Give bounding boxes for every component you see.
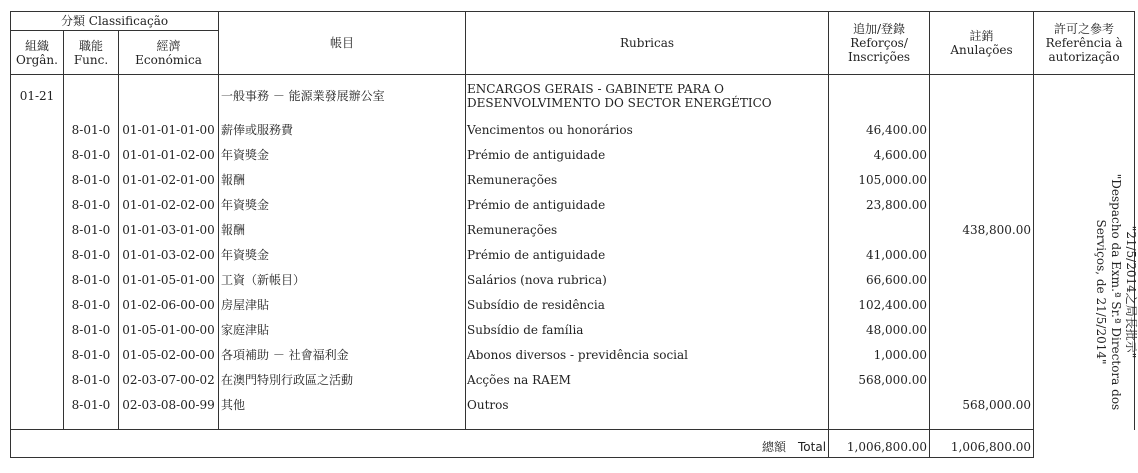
table-row <box>11 342 1135 367</box>
account-cell: 年資獎金 <box>219 142 466 167</box>
econ-header: 經濟 Económica <box>119 31 219 75</box>
func-cell: 8-01-0 <box>64 392 119 417</box>
account-cell: 在澳門特別行政區之活動 <box>219 367 466 392</box>
anulacao-cell: 568,000.00 <box>930 392 1034 417</box>
reforco-cell <box>829 392 930 417</box>
account-cell: 年資獎金 <box>219 242 466 267</box>
anulacao-cell: 438,800.00 <box>930 217 1034 242</box>
account-cell: 薪俸或服務費 <box>219 117 466 142</box>
econ-cell: 01-01-01-01-00 <box>119 117 219 142</box>
anulacao-cell <box>930 192 1034 217</box>
org-cell <box>11 167 64 192</box>
anulacao-cell <box>930 292 1034 317</box>
reforco-cell: 48,000.00 <box>829 317 930 342</box>
econ-cell: 01-01-01-02-00 <box>119 142 219 167</box>
table-row <box>11 167 1135 192</box>
spacer-row <box>11 417 1135 430</box>
econ-cell: 01-02-06-00-00 <box>119 292 219 317</box>
classification-header: 分類 Classificação <box>11 12 219 31</box>
table-row <box>11 117 1135 142</box>
total-reforco: 1,006,800.00 <box>829 430 930 458</box>
func-cell: 8-01-0 <box>64 142 119 167</box>
org-cell <box>11 367 64 392</box>
reforco-cell <box>829 217 930 242</box>
referencia-header: 許可之參考 Referência à autorização <box>1034 12 1135 75</box>
account-cell: 各項補助 － 社會福利金 <box>219 342 466 367</box>
rubrica-cell: Subsídio de residência <box>466 292 829 317</box>
reforco-cell: 23,800.00 <box>829 192 930 217</box>
entity-rubrica: ENCARGOS GERAIS - GABINETE PARA O DESENVOLVIMENTO DO SECTOR ENERGÉTICO <box>466 75 829 118</box>
reference-cell <box>1034 75 1138 430</box>
account-cell: 其他 <box>219 392 466 417</box>
func-cell: 8-01-0 <box>64 292 119 317</box>
func-cell: 8-01-0 <box>64 192 119 217</box>
total-anulacao: 1,006,800.00 <box>930 430 1034 458</box>
reforco-cell: 66,600.00 <box>829 267 930 292</box>
table-row <box>11 367 1135 392</box>
func-cell: 8-01-0 <box>64 242 119 267</box>
rubricas-header: Rubricas <box>466 12 829 75</box>
reforco-cell: 46,400.00 <box>829 117 930 142</box>
entity-account: 一般事務 － 能源業發展辦公室 <box>219 75 466 118</box>
rubrica-cell: Outros <box>466 392 829 417</box>
anulacao-cell <box>930 167 1034 192</box>
account-header: 帳目 <box>219 12 466 75</box>
reference-text: "21/5/2014之局長批示" "Despacho da Exm.ª Sr.ª Directora dos Serviços, de 21/5/2014" <box>1094 173 1138 411</box>
org-cell <box>11 392 64 417</box>
reforco-cell: 102,400.00 <box>829 292 930 317</box>
org-cell <box>11 292 64 317</box>
rubrica-cell: Remunerações <box>466 167 829 192</box>
func-cell: 8-01-0 <box>64 267 119 292</box>
org-cell <box>11 242 64 267</box>
org-cell <box>11 142 64 167</box>
entity-org: 01-21 <box>11 75 64 118</box>
econ-cell: 01-01-02-01-00 <box>119 167 219 192</box>
econ-cell: 02-03-07-00-02 <box>119 367 219 392</box>
anulacao-cell <box>930 342 1034 367</box>
rubrica-cell: Prémio de antiguidade <box>466 142 829 167</box>
anulacao-cell <box>930 117 1034 142</box>
account-cell: 家庭津貼 <box>219 317 466 342</box>
entity-row <box>11 75 1135 118</box>
func-cell: 8-01-0 <box>64 117 119 142</box>
rubrica-cell: Remunerações <box>466 217 829 242</box>
rubrica-cell: Acções na RAEM <box>466 367 829 392</box>
total-label: 總額 Total <box>11 430 829 458</box>
func-cell: 8-01-0 <box>64 217 119 242</box>
org-cell <box>11 217 64 242</box>
reforcos-header: 追加/登錄 Reforços/ Inscrições <box>829 12 930 75</box>
rubrica-cell: Prémio de antiguidade <box>466 192 829 217</box>
econ-cell: 01-05-02-00-00 <box>119 342 219 367</box>
func-cell: 8-01-0 <box>64 317 119 342</box>
table-row <box>11 392 1135 417</box>
reforco-cell: 568,000.00 <box>829 367 930 392</box>
reforco-cell: 1,000.00 <box>829 342 930 367</box>
org-cell <box>11 192 64 217</box>
anulacao-cell <box>930 317 1034 342</box>
reforco-cell: 4,600.00 <box>829 142 930 167</box>
anulacoes-header: 註銷 Anulações <box>930 12 1034 75</box>
table-row <box>11 317 1135 342</box>
anulacao-cell <box>930 242 1034 267</box>
org-cell <box>11 342 64 367</box>
anulacao-cell <box>930 142 1034 167</box>
rubrica-cell: Prémio de antiguidade <box>466 242 829 267</box>
econ-cell: 02-03-08-00-99 <box>119 392 219 417</box>
econ-cell: 01-05-01-00-00 <box>119 317 219 342</box>
func-cell: 8-01-0 <box>64 342 119 367</box>
org-cell <box>11 317 64 342</box>
account-cell: 工資（新帳目） <box>219 267 466 292</box>
econ-cell: 01-01-05-01-00 <box>119 267 219 292</box>
econ-cell: 01-01-03-02-00 <box>119 242 219 267</box>
func-header: 職能 Func. <box>64 31 119 75</box>
rubrica-cell: Salários (nova rubrica) <box>466 267 829 292</box>
reforco-cell: 41,000.00 <box>829 242 930 267</box>
account-cell: 報酬 <box>219 217 466 242</box>
table-row <box>11 292 1135 317</box>
account-cell: 房屋津貼 <box>219 292 466 317</box>
rubrica-cell: Abonos diversos - previdência social <box>466 342 829 367</box>
func-cell: 8-01-0 <box>64 367 119 392</box>
table-row <box>11 267 1135 292</box>
org-header: 組織 Orgân. <box>11 31 64 75</box>
func-cell: 8-01-0 <box>64 167 119 192</box>
reforco-cell: 105,000.00 <box>829 167 930 192</box>
total-row <box>11 430 1135 458</box>
budget-table <box>10 11 1138 458</box>
table-row <box>11 217 1135 242</box>
org-cell <box>11 267 64 292</box>
table-row <box>11 242 1135 267</box>
table-row <box>11 192 1135 217</box>
econ-cell: 01-01-02-02-00 <box>119 192 219 217</box>
org-cell <box>11 117 64 142</box>
anulacao-cell <box>930 267 1034 292</box>
econ-cell: 01-01-03-01-00 <box>119 217 219 242</box>
anulacao-cell <box>930 367 1034 392</box>
account-cell: 報酬 <box>219 167 466 192</box>
rubrica-cell: Subsídio de família <box>466 317 829 342</box>
rubrica-cell: Vencimentos ou honorários <box>466 117 829 142</box>
account-cell: 年資獎金 <box>219 192 466 217</box>
table-row <box>11 142 1135 167</box>
